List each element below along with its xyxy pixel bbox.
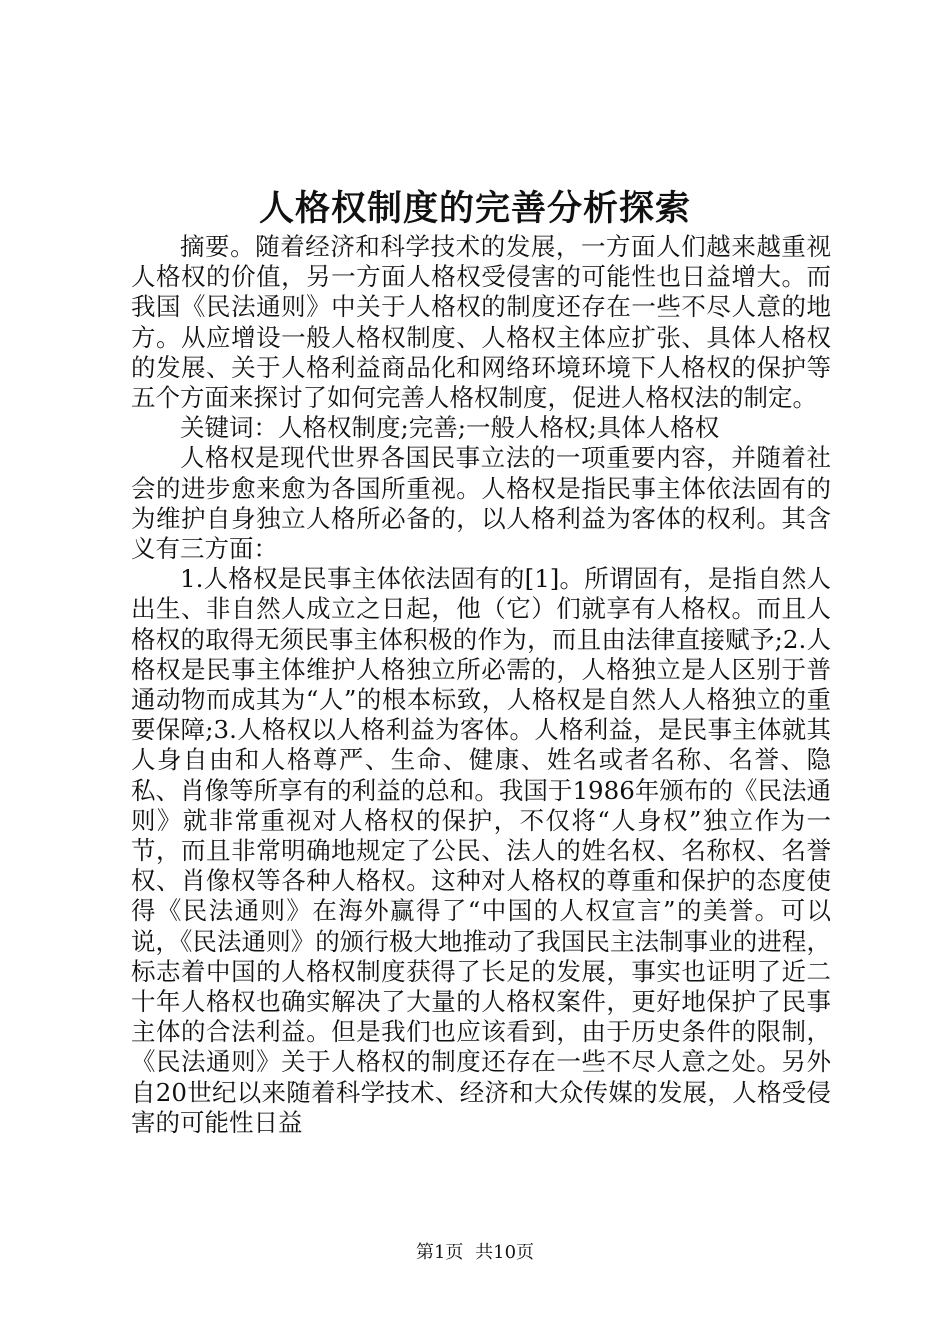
document-title: 人格权制度的完善分析探索 <box>258 188 691 229</box>
body-paragraph: 1.人格权是民事主体依法固有的[1]。所谓固有，是指自然人出生、非自然人成立之日起，他（它）们就享有人格权。而且人格权的取得无须民事主体积极的作为，而且由法律直接赋予;2.人格权是民事主体维护人格独立所必需的，人格独立是人区别于普通动物而成其为“人”的根本标致，人格权是自然人人格独立的重要保障;3.人格权以人格利益为客体。人格利益，是民事主体就其人身自由和人格尊严、生命、健康、姓名或者名称、名誉、隐私、肖像等所享有的利益的总和。我国于1986年颁布的《民法通则》就非常重视对人格权的保护，不仅将“人身权”独立作为一节，而且非常明确地规定了公民、法人的姓名权、名称权、名誉权、肖像权等各种人格权。这种对人格权的尊重和保护的态度使得《民法通则》在海外赢得了“中国的人权宣言”的美誉。可以说，《民法通则》的颁行极大地推动了我国民主法制事业的进程，标志着中国的人格权制度获得了长足的发展，事实也证明了近二十年人格权也确实解决了大量的人格权案件，更好地保护了民事主体的合法利益。但是我们也应该看到，由于历史条件的限制，《民法通则》关于人格权的制度还存在一些不尽人意之处。另外自20世纪以来随着科学技术、经济和大众传媒的发展，人格受侵害的可能性日益 <box>131 564 831 1137</box>
page-footer: 第1页 共10页 <box>415 1242 535 1263</box>
abstract-paragraph: 摘要。随着经济和科学技术的发展，一方面人们越来越重视人格权的价值，另一方面人格权受侵害的可能性也日益增大。而我国《民法通则》中关于人格权的制度还存在一些不尽人意的地方。从应增设一般人格权制度、人格权主体应扩张、具体人格权的发展、关于人格利益商品化和网络环境环境下人格权的保护等五个方面来探讨了如何完善人格权制度，促进人格权法的制定。 <box>131 232 831 413</box>
intro-paragraph: 人格权是现代世界各国民事立法的一项重要内容，并随着社会的进步愈来愈为各国所重视。人格权是指民事主体依法固有的为维护自身独立人格所必备的，以人格利益为客体的权利。其含义有三方面： <box>131 443 831 564</box>
keywords-paragraph: 关键词：人格权制度;完善;一般人格权;具体人格权 <box>180 413 720 443</box>
document-body <box>131 232 831 1138</box>
